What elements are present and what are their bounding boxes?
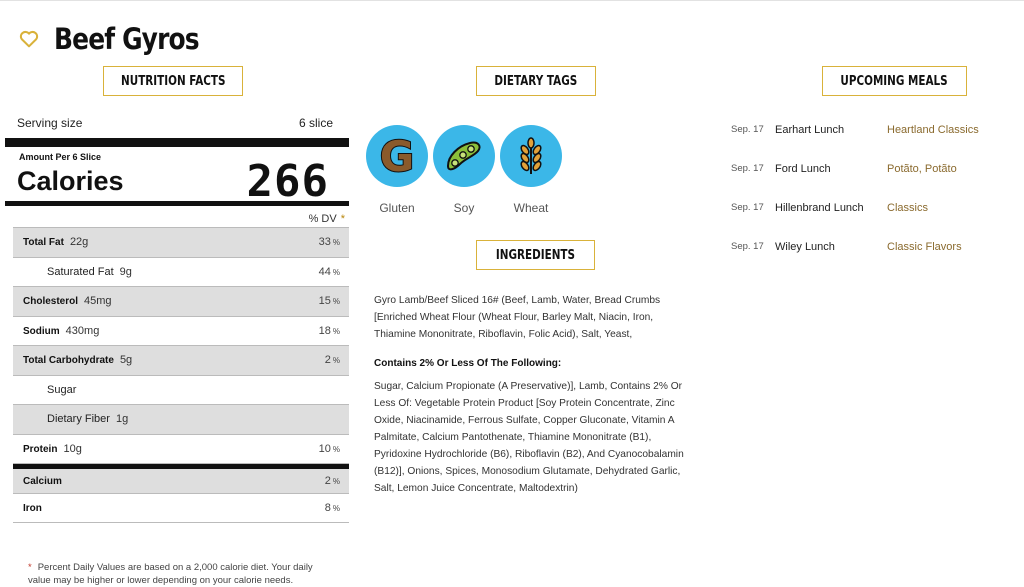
nutrient-name: Sugar [47, 383, 77, 396]
nutrient-label [47, 384, 82, 396]
nutrient-dv-unit: % [332, 356, 340, 366]
serving-size-value: 6 slice [298, 116, 333, 130]
nutrient-dv-value: 10 [318, 442, 331, 455]
nutrient-dv-unit: % [332, 297, 340, 307]
meal-date: Sep. 17 [731, 163, 764, 174]
nutrition-facts-heading [103, 66, 243, 96]
nutrient-dv [319, 266, 340, 278]
nutrient-dv-unit: % [332, 267, 340, 277]
serving-size-label: Serving size [17, 116, 83, 130]
meal-name-link[interactable]: Potãto, Potãto [887, 163, 957, 175]
dv-asterisk: * [340, 213, 345, 225]
nutrient-amount: 22g [69, 236, 89, 249]
nutrient-dv-unit: % [332, 326, 340, 336]
nutrient-row [13, 258, 349, 288]
nutrient-row [13, 376, 349, 406]
nutrient-dv-unit: % [332, 503, 340, 513]
ingredients-label: INGREDIENTS [495, 247, 576, 263]
nutrient-row [13, 494, 349, 524]
upcoming-meals-label: UPCOMING MEALS [840, 73, 949, 89]
nutrient-label [23, 354, 132, 366]
tag-soy [433, 125, 495, 215]
nutrient-dv [325, 354, 340, 366]
nutrient-dv [319, 295, 340, 307]
nutrient-name: Saturated Fat [47, 265, 114, 278]
nutrient-name: Dietary Fiber [47, 413, 110, 426]
heart-icon[interactable] [18, 28, 40, 50]
nutrient-dv [325, 502, 340, 514]
nutrient-label [47, 413, 128, 425]
nutrient-row [13, 317, 349, 347]
meal-location: Earhart Lunch [775, 124, 845, 136]
nutrient-dv-value: 44 [318, 265, 331, 278]
meal-location: Hillenbrand Lunch [775, 202, 864, 214]
tag-wheat-label: Wheat [513, 201, 549, 215]
dietary-tags-label: DIETARY TAGS [494, 73, 578, 89]
meal-date: Sep. 17 [731, 124, 764, 135]
nutrition-facts-label: NUTRITION FACTS [120, 73, 226, 89]
tag-gluten-label: Gluten [379, 201, 415, 215]
calories-label: Calories [17, 166, 124, 196]
nutrient-dv [319, 236, 340, 248]
nutrient-dv-value: 2 [324, 474, 331, 487]
nutrient-dv-unit: % [332, 238, 340, 248]
nutrient-amount: 1g [115, 413, 129, 426]
nutrient-label [23, 236, 88, 248]
footnote-asterisk: * [28, 562, 32, 573]
nutrient-dv [319, 325, 340, 337]
nutrient-dv-value: 33 [318, 236, 331, 249]
nutrient-dv [338, 413, 340, 425]
calories-value: 266 [246, 156, 329, 207]
ingredients-contains: Sugar, Calcium Propionate (A Preservative)], Lamb, Contains 2% Or Less Of: Vegetable Protein Product [Soy Protein Concentrate, Zinc Oxide, Niacinamide, Ferrous Sulfate, Copper Gluconate, Vitamin A Palmitate, Calcium Pantothenate, Thiamine Mononitrate (B1), Pyridoxine Hydrochloride (B6), Riboflavin (B2), And Cyanocobalamin (B12)], Onions, Spices, Monosodium Glutamate, Dehydrated Garlic, Salt, Lemon Juice Concentrate, Maltodextrin) [374, 381, 684, 494]
nutrient-name: Sodium [23, 325, 60, 337]
meal-row [731, 202, 928, 214]
svg-text:G: G [379, 133, 415, 179]
meal-date: Sep. 17 [731, 241, 764, 252]
nutrient-row [13, 346, 349, 376]
meal-row [731, 163, 957, 175]
nutrient-name: Protein [23, 443, 58, 455]
nutrient-row [13, 287, 349, 317]
dietary-tags-heading [476, 66, 596, 96]
nutrient-row [13, 228, 349, 258]
ingredients-contains-label: Contains 2% Or Less Of The Following: [374, 358, 562, 369]
meal-row [731, 241, 962, 253]
meal-row [731, 124, 979, 136]
nutrient-label [23, 502, 48, 514]
nutrient-dv [338, 384, 340, 396]
nutrient-name: Cholesterol [23, 296, 79, 308]
nutrient-dv-value: 8 [324, 501, 331, 514]
meal-name-link[interactable]: Classics [887, 202, 928, 214]
nutrient-label [23, 475, 68, 487]
tag-gluten [366, 125, 428, 215]
nutrient-dv-value: 15 [318, 295, 331, 308]
nutrient-dv [325, 475, 340, 487]
nutrient-amount: 9g [119, 265, 132, 278]
page-title: Beef Gyros [54, 22, 199, 56]
dv-header-label: % DV [308, 213, 337, 225]
nutrient-name: Iron [23, 502, 42, 514]
nutrient-row [13, 405, 349, 435]
nutrient-name: Calcium [23, 475, 62, 487]
nutrient-name: Total Fat [23, 237, 64, 249]
nutrient-amount: 45mg [84, 295, 112, 308]
nutrient-dv-unit: % [332, 444, 340, 454]
upcoming-meals-heading [822, 66, 967, 96]
nutrient-row [13, 435, 349, 465]
amount-per-serving: Amount Per 6 Slice [19, 152, 102, 162]
gluten-g-icon [366, 125, 428, 187]
nutrient-label [47, 266, 132, 278]
soybean-icon [433, 125, 495, 187]
nutrient-amount: 5g [119, 354, 133, 367]
nutrient-dv-unit: % [332, 476, 340, 486]
nutrient-dv [319, 443, 340, 455]
nutrient-label [23, 295, 112, 307]
top-divider [0, 0, 1024, 1]
nutrient-amount: 430mg [65, 324, 100, 337]
meal-location: Wiley Lunch [775, 241, 835, 253]
meal-name-link[interactable]: Heartland Classics [887, 124, 979, 136]
nutrient-dv-value: 2 [324, 354, 331, 367]
serving-size-row [5, 110, 349, 147]
title-row [18, 22, 222, 56]
nutrient-label [23, 325, 99, 337]
meal-name-link[interactable]: Classic Flavors [887, 241, 962, 253]
ingredients-text [374, 292, 694, 497]
tag-soy-label: Soy [453, 201, 475, 215]
wheat-icon [500, 125, 562, 187]
nutrient-label [23, 443, 82, 455]
nutrient-row [13, 464, 349, 494]
tag-wheat [500, 125, 562, 215]
ingredients-heading [476, 240, 595, 270]
footnote-text: Percent Daily Values are based on a 2,000 calorie diet. Your daily value may be higher or lower depending on your calorie needs. [28, 562, 313, 586]
nutrient-amount: 10g [63, 442, 82, 455]
nutrient-dv-value: 18 [318, 324, 331, 337]
meal-date: Sep. 17 [731, 202, 764, 213]
meal-location: Ford Lunch [775, 163, 831, 175]
nutrient-name: Total Carbohydrate [23, 355, 114, 367]
dv-footnote [28, 561, 328, 587]
dv-header [13, 207, 349, 228]
nutrition-label [5, 110, 349, 523]
ingredients-main: Gyro Lamb/Beef Sliced 16# (Beef, Lamb, Water, Bread Crumbs [Enriched Wheat Flour (Wheat Flour, Barley Malt, Niacin, Iron, Thiamine Mononitrate, Riboflavin, Folic Acid), Salt, Yeast, [374, 295, 661, 340]
